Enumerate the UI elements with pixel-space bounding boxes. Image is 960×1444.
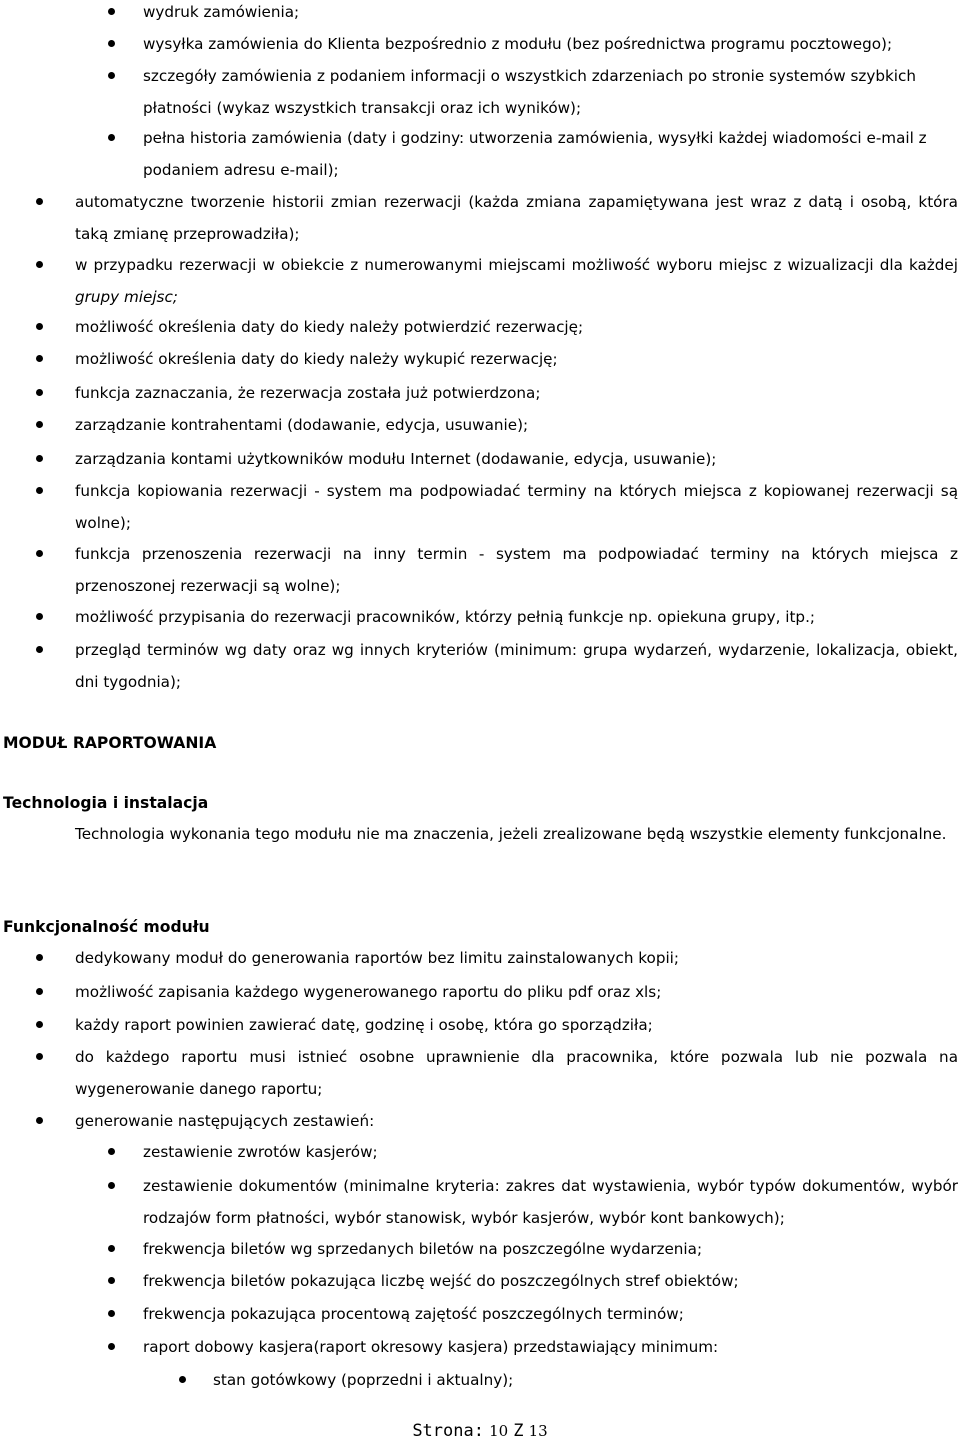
bullet-icon [36,954,43,961]
list-item: do każdego raportu musi istnieć osobne uprawnienie dla pracownika, które pozwala lub nie pozwala na wygenerowanie danego raportu; [75,1041,958,1105]
bullet-icon [108,8,115,15]
bullet-icon [36,455,43,462]
list-item: możliwość określenia daty do kiedy należy potwierdzić rezerwację; [75,311,958,343]
list-item: wydruk zamówienia; [143,0,958,28]
bullet-icon [108,1148,115,1155]
bullet-icon [36,389,43,396]
list-item: pełna historia zamówienia (daty i godziny: utworzenia zamówienia, wysyłki każdej wiadomości e-mail z podaniem adresu e-mail); [143,122,958,186]
bullet-icon [108,134,115,141]
list-item: możliwość określenia daty do kiedy należy wykupić rezerwację; [75,343,958,375]
footer-page-total: 13 [528,1422,548,1440]
bullet-icon [108,1343,115,1350]
bullet-icon [36,261,43,268]
list-item: frekwencja pokazująca procentową zajętość poszczególnych terminów; [143,1298,958,1330]
bullet-icon [36,550,43,557]
list-item: szczegóły zamówienia z podaniem informacji o wszystkich zdarzeniach po stronie systemów szybkich płatności (wykaz wszystkich transakcji oraz ich wyników); [143,60,958,124]
list-item: możliwość zapisania każdego wygenerowanego raportu do pliku pdf oraz xls; [75,976,958,1008]
list-item: wysyłka zamówienia do Klienta bezpośrednio z modułu (bez pośrednictwa programu pocztowego); [143,28,958,60]
bullet-icon [36,355,43,362]
list-item: dedykowany moduł do generowania raportów bez limitu zainstalowanych kopii; [75,942,958,974]
list-item: zarządzanie kontrahentami (dodawanie, edycja, usuwanie); [75,409,958,441]
footer-label: Strona: [412,1421,484,1441]
list-item: zestawienie zwrotów kasjerów; [143,1136,958,1168]
section-heading: Funkcjonalność modułu [3,918,210,936]
list-item: funkcja przenoszenia rezerwacji na inny termin - system ma podpowiadać terminy na których miejsca z przenoszonej rezerwacji są wolne); [75,538,958,602]
bullet-icon [108,40,115,47]
bullet-icon [36,1053,43,1060]
bullet-icon [179,1376,186,1383]
bullet-icon [36,646,43,653]
list-item: automatyczne tworzenie historii zmian rezerwacji (każda zmiana zapamiętywana jest wraz z datą i osobą, która taką zmianę przeprowadziła); [75,186,958,250]
list-item: zarządzania kontami użytkowników modułu Internet (dodawanie, edycja, usuwanie); [75,443,958,475]
bullet-icon [108,1310,115,1317]
section-heading: Technologia i instalacja [3,794,209,812]
bullet-icon [36,613,43,620]
bullet-icon [108,1277,115,1284]
list-item: stan gotówkowy (poprzedni i aktualny); [213,1364,958,1396]
bullet-icon [36,1117,43,1124]
bullet-icon [36,421,43,428]
list-item: frekwencja biletów wg sprzedanych biletów na poszczególne wydarzenia; [143,1233,958,1265]
list-item: generowanie następujących zestawień: [75,1105,958,1137]
bullet-icon [108,1245,115,1252]
bullet-icon [36,323,43,330]
paragraph: Technologia wykonania tego modułu nie ma znaczenia, jeżeli zrealizowane będą wszystkie elementy funkcjonalne. [75,825,947,843]
bullet-icon [36,1021,43,1028]
list-item: frekwencja biletów pokazująca liczbę wejść do poszczególnych stref obiektów; [143,1265,958,1297]
list-item: w przypadku rezerwacji w obiekcie z numerowanymi miejscami możliwość wyboru miejsc z wizualizacji dla każdej grupy miejsc; [75,249,958,313]
bullet-icon [36,988,43,995]
list-item: raport dobowy kasjera(raport okresowy kasjera) przedstawiający minimum: [143,1331,958,1363]
list-item: funkcja kopiowania rezerwacji - system ma podpowiadać terminy na których miejsca z kopiowanej rezerwacji są wolne); [75,475,958,539]
list-item: zestawienie dokumentów (minimalne kryteria: zakres dat wystawienia, wybór typów dokumentów, wybór rodzajów form płatności, wybór stanowisk, wybór kasjerów, wybór kont bankowych); [143,1170,958,1234]
list-item: przegląd terminów wg daty oraz wg innych kryteriów (minimum: grupa wydarzeń, wydarzenie, lokalizacja, obiekt, dni tygodnia); [75,634,958,698]
bullet-icon [36,487,43,494]
bullet-icon [108,1182,115,1189]
list-item: funkcja zaznaczania, że rezerwacja została już potwierdzona; [75,377,958,409]
module-title: MODUŁ RAPORTOWANIA [3,734,217,752]
bullet-icon [36,198,43,205]
italic-text: grupy miejsc; [75,288,178,306]
list-item: każdy raport powinien zawierać datę, godzinę i osobę, która go sporządziła; [75,1009,958,1041]
footer-page-number: 10 [489,1422,509,1440]
list-item: możliwość przypisania do rezerwacji pracowników, którzy pełnią funkcje np. opiekuna grupy, itp.; [75,601,958,633]
bullet-icon [108,72,115,79]
page-footer [0,1418,960,1444]
footer-separator: Z [513,1421,524,1441]
